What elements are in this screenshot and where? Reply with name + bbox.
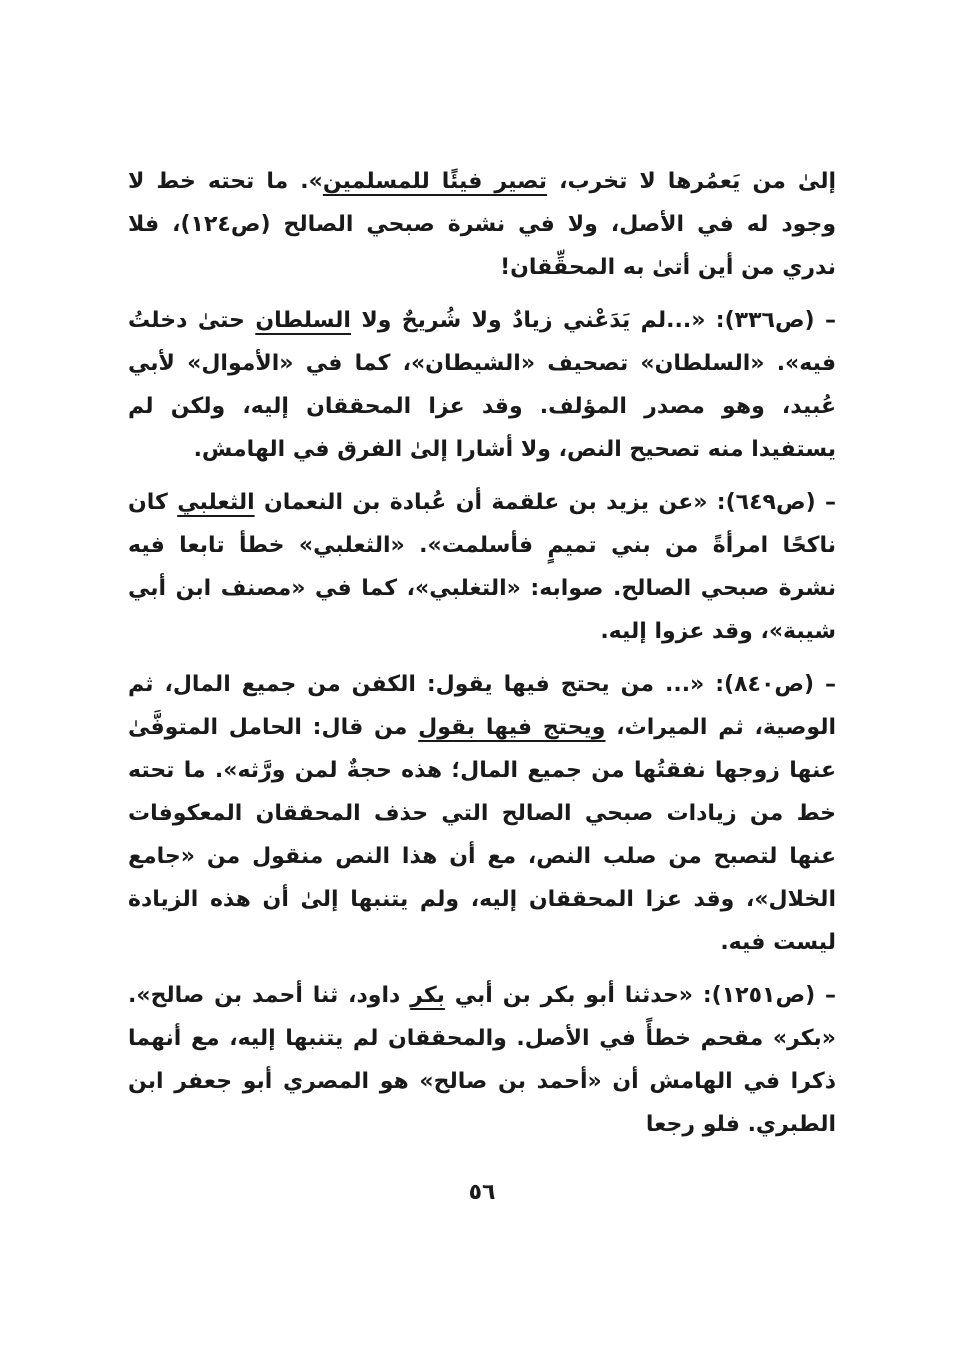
text-segment: – (ص٣٣٦): «...لم يَدَعْني زيادٌ ولا شُريحٌ ولا	[350, 308, 837, 333]
paragraph-3	[128, 481, 836, 653]
underlined-text: بكر	[410, 983, 445, 1008]
text-segment: – (ص٦٤٩): «عن يزيد بن علقمة أن عُبادة بن النعمان	[254, 490, 836, 515]
paragraph-2	[128, 299, 836, 471]
underlined-text: الثعلبي	[177, 490, 255, 515]
underlined-text: ويحتج فيها بقول	[418, 715, 606, 740]
text-segment: – (ص٨٤٠): «... من يحتج فيها يقول: الكفن من جميع المال، ثم الوصية، ثم الميراث،	[128, 672, 837, 740]
paragraph-1	[128, 160, 836, 289]
text-segment: ». ما تحته خط لا وجود له في الأصل، ولا في نشرة صبحي الصالح (ص١٢٤)، فلا ندري من أين أتىٰ به المحقِّقان!	[128, 169, 836, 280]
text-segment: داود، ثنا أحمد بن صالح». «بكر» مقحم خطأً في الأصل. والمحققان لم يتنبها إليه، مع أنهما ذكرا في الهامش أن «أحمد بن صالح» هو المصري أبو جعفر ابن الطبري. فلو رجعا	[128, 983, 836, 1137]
page-number: ٥٦	[468, 1180, 496, 1205]
underlined-text: السلطان	[255, 308, 351, 333]
paragraph-5	[128, 974, 836, 1146]
text-segment: إلىٰ من يَعمُرها لا تخرب،	[547, 169, 836, 194]
text-segment: – (ص١٢٥١): «حدثنا أبو بكر بن أبي	[444, 983, 836, 1008]
paragraph-4	[128, 663, 836, 964]
text-segment: حتىٰ دخلتُ فيه». «السلطان» تصحيف «الشيطان»، كما في «الأموال» لأبي عُبيد، وهو مصدر المؤلف. وقد عزا المحققان إليه، ولكن لم يستفيدا منه تصحيح النص، ولا أشارا إلىٰ الفرق في الهامش.	[128, 308, 836, 462]
text-segment: من قال: الحامل المتوفَّىٰ عنها زوجها نفقتُها من جميع المال؛ هذه حجةٌ لمن ورَّثه». ما تحته خط من زيادات صبحي الصالح التي حذف المحققان المعكوفات عنها لتصبح من صلب النص، مع أن هذا النص منقول من «جامع الخلال»، وقد عزا المحققان إليه، ولم يتنبها إلىٰ أن هذه الزيادة ليست فيه.	[128, 715, 836, 955]
page-body	[128, 160, 836, 1156]
underlined-text: تصير فيئًا للمسلمين	[322, 169, 548, 194]
text-segment: كان ناكحًا امرأةً من بني تميمٍ فأسلمت». «الثعلبي» خطأ تابعا فيه نشرة صبحي الصالح. صوابه: «التغلبي»، كما في «مصنف ابن أبي شيبة»، وقد عزوا إليه.	[128, 490, 836, 644]
